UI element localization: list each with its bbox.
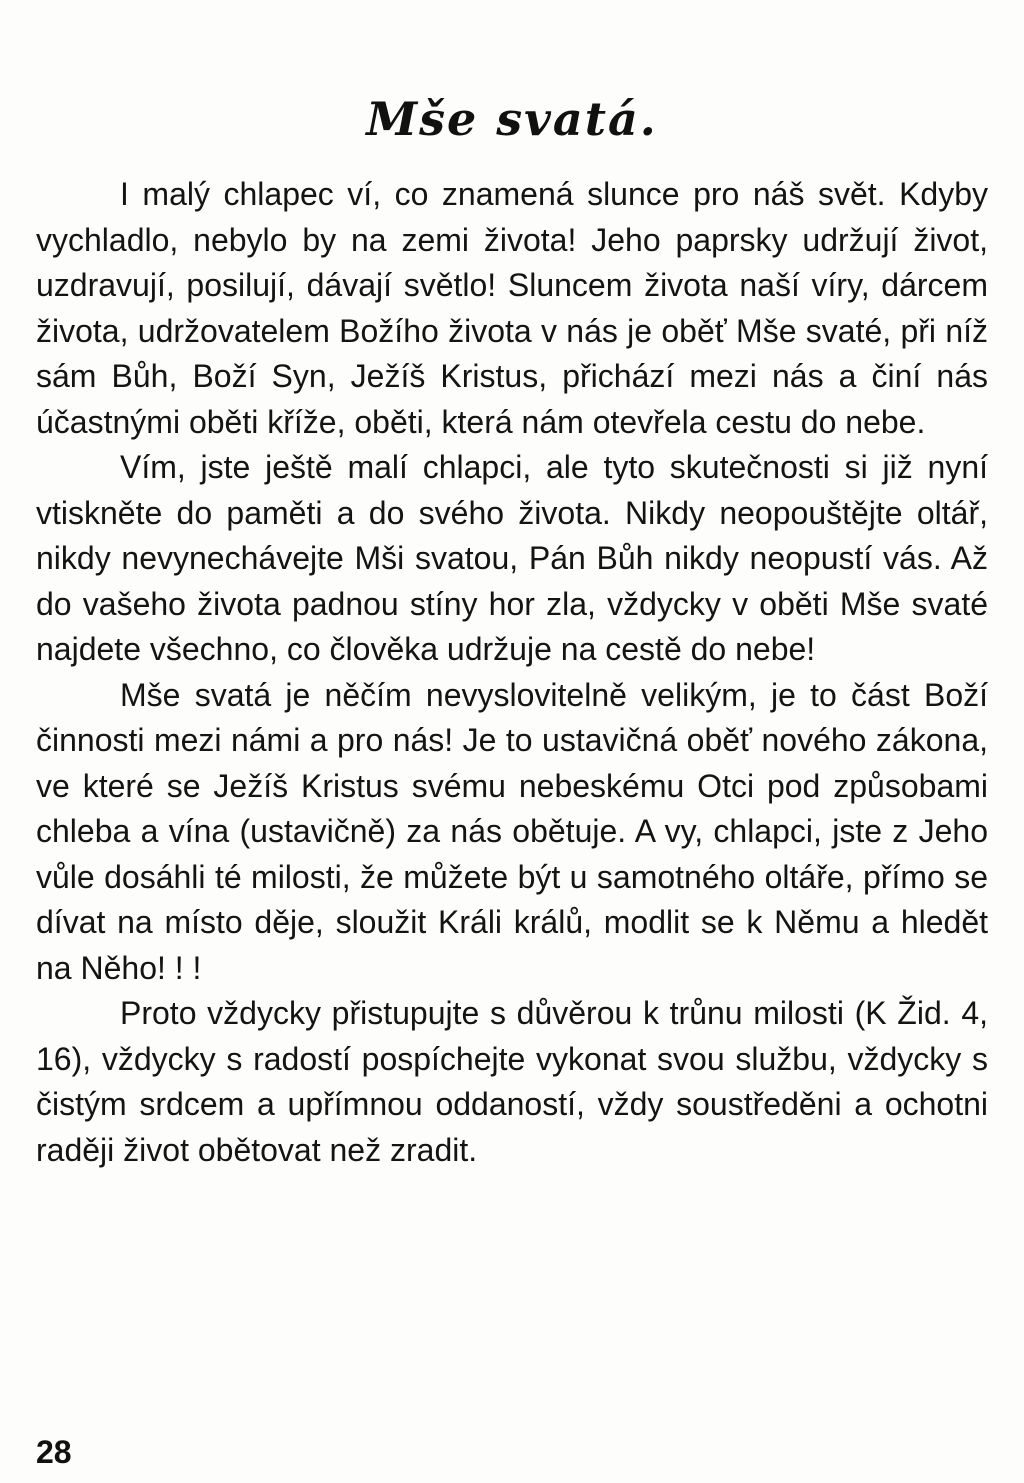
paragraph-4: Proto vždycky přistupujte s důvěrou k trůnu milosti (K Žid. 4, 16), vždycky s radostí pospíchejte vykonat svou službu, vždycky s čistým srdcem a upřímnou oddaností, vždy soustředěni a ochotni raději život obětovat než zradit. — [36, 995, 988, 1168]
paragraph-2: Vím, jste ještě malí chlapci, ale tyto skutečnosti si již nyní vtiskněte do paměti a do svého života. Nikdy neopouštějte oltář, nikdy nevynechávejte Mši svatou, Pán Bůh nikdy neopustí vás. Až do vašeho života padnou stíny hor zla, vždycky v oběti Mše svaté najdete všechno, co člověka udržuje na cestě do nebe! — [36, 449, 988, 667]
paragraph-1: I malý chlapec ví, co znamená slunce pro náš svět. Kdyby vychladlo, nebylo by na zemi života! Jeho paprsky udržují život, uzdravují, posilují, dávají světlo! Sluncem života naší víry, dárcem života, udržovatelem Božího života v nás je oběť Mše svaté, při níž sám Bůh, Boží Syn, Ježíš Kristus, přichází mezi nás a činí nás účastnými oběti kříže, oběti, která nám otevřela cestu do nebe. — [36, 176, 988, 440]
page-number: 28 — [36, 1434, 72, 1470]
page-title: Mše svatá. — [366, 92, 658, 146]
text-body — [36, 172, 988, 1173]
paragraph-3: Mše svatá je něčím nevyslovitelně velikým, je to část Boží činnosti mezi námi a pro nás! Je to ustavičná oběť nového zákona, ve které se Ježíš Kristus svému nebeskému Otci pod způsobami chleba a vína (ustavičně) za nás obětuje. A vy, chlapci, jste z Jeho vůle dosáhli té milosti, že můžete být u samotného oltáře, přímo se dívat na místo děje, sloužit Králi králů, modlit se k Němu a hledět na Něho! ! ! — [36, 676, 988, 986]
